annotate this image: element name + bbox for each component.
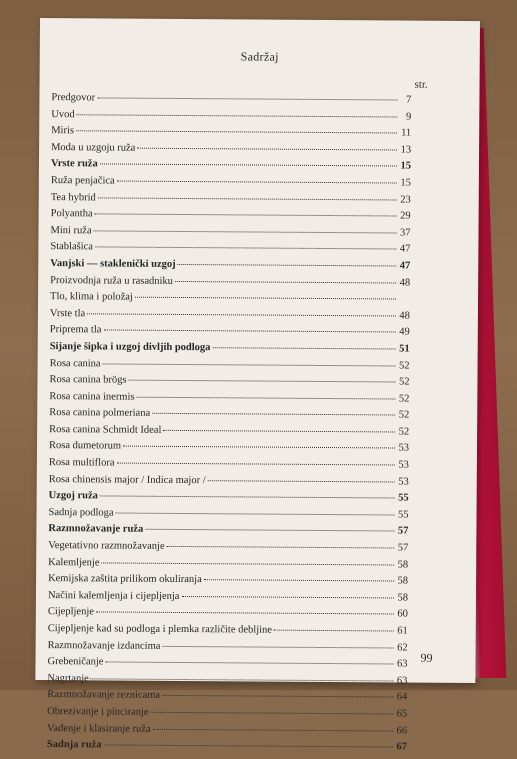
toc-entry-title: Polyantha bbox=[51, 208, 93, 219]
toc-entry-title: Rosa canina polmeriana bbox=[49, 407, 150, 419]
dot-leader bbox=[153, 728, 394, 731]
toc-entry-title: Načini kalemljenja i cijepljenja bbox=[48, 590, 180, 602]
dot-leader bbox=[100, 164, 397, 167]
dot-leader bbox=[103, 363, 396, 366]
dot-leader bbox=[91, 678, 394, 681]
toc-entry-page: 48 bbox=[398, 310, 410, 321]
toc-entry-title: Rosa chinensis major / Indica major / bbox=[49, 474, 206, 486]
toc-entry-page: 52 bbox=[397, 377, 409, 388]
toc-entry-page: 52 bbox=[398, 360, 410, 371]
dot-leader bbox=[103, 330, 395, 333]
page-title: Sadržaj bbox=[40, 48, 480, 66]
toc-entry-title: Vegetativno razmnožavanje bbox=[48, 540, 164, 552]
toc-entry-title: Priprema tla bbox=[50, 324, 102, 335]
toc-entry-page: 64 bbox=[395, 692, 407, 703]
toc-entry-page: 62 bbox=[396, 642, 408, 653]
dot-leader bbox=[102, 562, 395, 565]
dot-leader bbox=[181, 596, 394, 598]
toc-entry-page: 65 bbox=[395, 708, 407, 719]
toc-entry-page: 9 bbox=[399, 111, 411, 122]
toc-entry-title: Cijepljenje kad su podloga i plemka različite debljine bbox=[48, 623, 272, 636]
toc-entry-title: Razmnožavanje ruža bbox=[48, 524, 143, 536]
dot-leader bbox=[151, 712, 394, 715]
toc-entry-title: Vanjski — staklenički uzgoj bbox=[50, 258, 175, 270]
toc-entry-page: 57 bbox=[396, 543, 408, 554]
toc-entry-title: Rosa multiflora bbox=[49, 457, 115, 468]
toc-entry-page: 52 bbox=[397, 410, 409, 421]
toc-entry-page: 53 bbox=[397, 460, 409, 471]
toc-entry-page: 55 bbox=[397, 493, 409, 504]
toc-entry-title: Sadnja ruža bbox=[47, 739, 102, 750]
dot-leader bbox=[98, 197, 397, 200]
toc-entry-page: 52 bbox=[397, 426, 409, 437]
toc-entry-page: 58 bbox=[396, 559, 408, 570]
toc-entry-title: Kemijska zaštita prilikom okuliranja bbox=[48, 573, 202, 585]
dot-leader bbox=[152, 413, 395, 416]
toc-entry-title: Tlo, klima i položaj bbox=[50, 291, 133, 303]
toc-entry-title: Sadnja podloga bbox=[49, 507, 114, 518]
dot-leader bbox=[178, 264, 397, 267]
dot-leader bbox=[167, 546, 395, 549]
toc-entry-page: 58 bbox=[396, 576, 408, 587]
toc-entry-title: Rosa dumetorum bbox=[49, 441, 121, 453]
page-number: 99 bbox=[420, 651, 432, 666]
dot-leader bbox=[116, 512, 395, 515]
dot-leader bbox=[77, 114, 398, 117]
dot-leader bbox=[97, 97, 397, 100]
toc-entry-title: Nagrtanje bbox=[47, 673, 88, 684]
toc-entry-title: Uzgoj ruža bbox=[49, 490, 98, 501]
toc-entry-title: Rosa canina brögs bbox=[49, 374, 126, 386]
dot-leader bbox=[212, 347, 395, 349]
dot-leader bbox=[208, 480, 395, 482]
toc-entry-page: 63 bbox=[395, 675, 407, 686]
book-page bbox=[35, 18, 480, 683]
toc-entry-page: 61 bbox=[396, 625, 408, 636]
page-column-label: str. bbox=[415, 79, 428, 91]
toc-entry-page: 67 bbox=[395, 742, 407, 753]
toc-entry-title: Cijepljenje bbox=[48, 606, 94, 617]
toc-entry-title: Vrste tla bbox=[50, 308, 85, 319]
toc-entry-page: 52 bbox=[397, 393, 409, 404]
dot-leader bbox=[117, 463, 395, 466]
toc-entry-title: Tea hybrid bbox=[51, 192, 96, 203]
dot-leader bbox=[137, 147, 397, 150]
toc-entry-page: 23 bbox=[399, 194, 411, 205]
toc-entry-page: 55 bbox=[397, 509, 409, 520]
toc-entry-page: 53 bbox=[397, 443, 409, 454]
dot-leader bbox=[274, 630, 394, 632]
dot-leader bbox=[162, 645, 393, 648]
dot-leader bbox=[145, 529, 394, 532]
toc-entry-page: 53 bbox=[397, 476, 409, 487]
dot-leader bbox=[204, 579, 394, 581]
dot-leader bbox=[96, 612, 394, 615]
toc-entry-title: Razmnožavanje reznicama bbox=[47, 689, 160, 701]
toc-entry-page: 13 bbox=[399, 144, 411, 155]
dot-leader bbox=[123, 446, 395, 449]
toc-entry-title: Vrste ruža bbox=[51, 158, 98, 169]
toc-entry-title: Obrezivanje i pinciranje bbox=[47, 706, 149, 718]
dot-leader bbox=[95, 214, 397, 217]
toc-entry-title: Miris bbox=[51, 125, 74, 136]
toc-entry bbox=[47, 739, 407, 758]
toc-entry-title: Proizvodnja ruža u rasadniku bbox=[50, 275, 173, 287]
dot-leader bbox=[95, 247, 396, 250]
toc-entry-title: Ruža penjačica bbox=[51, 175, 115, 186]
toc-entry-page: 58 bbox=[396, 592, 408, 603]
toc-entry-title: Vađenje i klasiranje ruža bbox=[47, 723, 151, 735]
toc-entry-title: Rosa canina inermis bbox=[49, 391, 134, 403]
dot-leader bbox=[87, 313, 396, 316]
dot-leader bbox=[128, 380, 395, 383]
dot-leader bbox=[137, 396, 396, 399]
table-of-contents bbox=[47, 92, 412, 758]
dot-leader bbox=[105, 662, 393, 665]
toc-entry-title: Predgovor bbox=[51, 92, 95, 103]
toc-entry-page: 29 bbox=[399, 211, 411, 222]
toc-entry-title: Rosa canina bbox=[50, 358, 101, 369]
toc-entry-page: 37 bbox=[398, 227, 410, 238]
toc-entry-title: Kalemljenje bbox=[48, 557, 99, 568]
toc-entry-title: Moda u uzgoju ruža bbox=[51, 142, 135, 154]
toc-entry-page: 66 bbox=[395, 725, 407, 736]
toc-entry-title: Mini ruža bbox=[50, 225, 91, 236]
toc-entry-title: Stablašica bbox=[50, 241, 93, 252]
toc-entry-page: 15 bbox=[399, 161, 411, 172]
toc-entry-page: 49 bbox=[398, 327, 410, 338]
toc-entry-title: Sijanje šipka i uzgoj divljih podloga bbox=[50, 341, 211, 353]
dot-leader bbox=[163, 430, 395, 433]
dot-leader bbox=[135, 297, 396, 300]
toc-entry-page: 51 bbox=[398, 343, 410, 354]
toc-entry-page: 57 bbox=[396, 526, 408, 537]
toc-entry-page: 47 bbox=[398, 260, 410, 271]
dot-leader bbox=[94, 230, 397, 233]
dot-leader bbox=[103, 745, 392, 748]
dot-leader bbox=[76, 130, 397, 133]
dot-leader bbox=[175, 280, 396, 283]
toc-entry-page: 63 bbox=[395, 659, 407, 670]
toc-entry-title: Razmnožavanje izdancima bbox=[48, 640, 161, 652]
toc-entry-page: 47 bbox=[398, 244, 410, 255]
toc-entry-page: 48 bbox=[398, 277, 410, 288]
toc-entry-page: 7 bbox=[399, 95, 411, 106]
dot-leader bbox=[100, 496, 395, 499]
toc-entry-title: Uvod bbox=[51, 109, 74, 120]
dot-leader bbox=[162, 695, 393, 698]
toc-entry-page: 15 bbox=[399, 177, 411, 188]
toc-entry-title: Grebeničanje bbox=[47, 656, 103, 667]
dot-leader bbox=[117, 181, 397, 184]
toc-entry-page: 60 bbox=[396, 609, 408, 620]
toc-entry-page: 11 bbox=[399, 128, 411, 139]
toc-entry-title: Rosa canina Schmidt Ideal bbox=[49, 424, 161, 436]
